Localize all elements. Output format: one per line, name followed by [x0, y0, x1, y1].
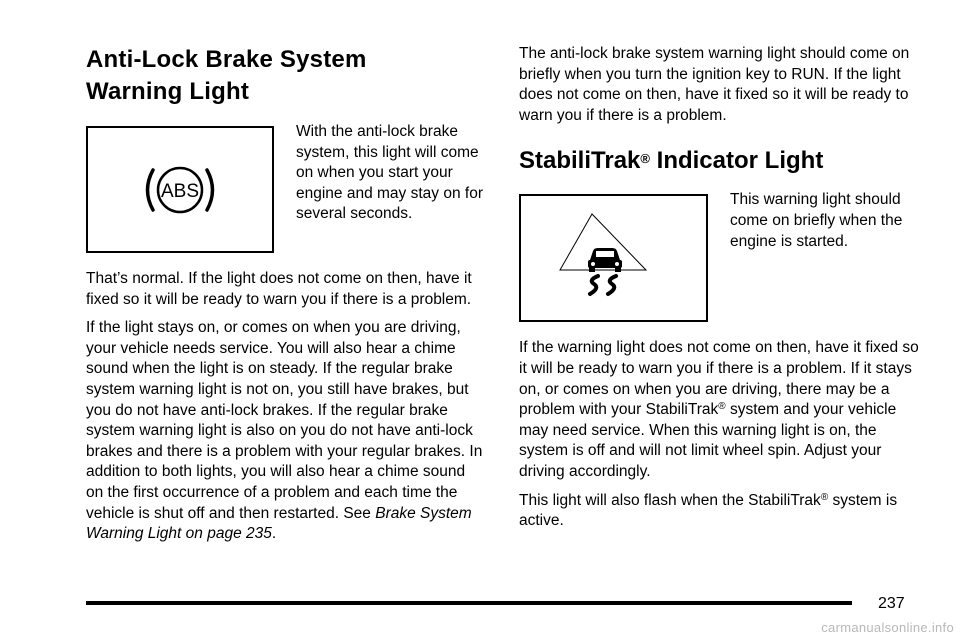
abs-figure-row	[86, 123, 486, 253]
left-column	[86, 44, 486, 553]
abs-intro-paragraph: The anti-lock brake system warning light should come on briefly when you turn the ignition key to RUN. If the light does not come on then, have it fixed so it will be ready to warn you if there is a problem.	[519, 45, 910, 124]
abs-paragraph-2-text: If the light stays on, or comes on when you are driving, your vehicle needs service. You will also hear a chime sound when the light is on steady. If the regular brake system warning light is not on, you still have brakes, but you do not have anti-lock brakes. If the regular brake system warning light is also on you do not have anti-lock brakes and there is a problem with your regular brakes. In addition to both lights, you will also hear a chime sound on the first occurrence of a problem and each time the vehicle is shut off and then restarted. See	[86, 319, 483, 522]
stabilitrak-paragraph-2-a: This light will also flash when the StabiliTrak	[519, 491, 821, 509]
right-column	[519, 44, 925, 540]
skid-mark-right	[608, 276, 616, 294]
watermark: carmanualsonline.info	[821, 620, 954, 635]
abs-heading-line1: Anti-Lock Brake System	[86, 46, 367, 73]
abs-paragraph-2	[86, 318, 486, 545]
registered-mark: ®	[640, 151, 650, 167]
stabilitrak-paragraph-1	[519, 338, 925, 482]
stabilitrak-figure-row	[519, 191, 925, 322]
stabilitrak-icon-caption: This warning light should come on briefly when the engine is started.	[730, 191, 903, 250]
registered-mark: ®	[820, 491, 829, 503]
registered-mark: ®	[718, 401, 726, 413]
stabilitrak-heading-brand: StabiliTrak	[519, 147, 641, 175]
stabilitrak-icon-frame	[519, 194, 708, 322]
abs-icon-frame	[86, 126, 274, 253]
brake-warning-light-reference-link[interactable]: Brake System Warning Light on page 235	[86, 504, 472, 543]
stabilitrak-heading-rest: Indicator Light	[649, 147, 824, 175]
skidding-car-icon	[554, 208, 674, 308]
abs-paragraph-2-end: .	[271, 525, 277, 543]
abs-icon-label: ABS	[160, 180, 200, 202]
abs-icon-caption: With the anti-lock brake system, this light will come on when you start your engine and may stay on for several seconds.	[296, 123, 483, 223]
stabilitrak-paragraph-2	[519, 491, 925, 532]
stabilitrak-paragraph-2-b: system is active.	[519, 491, 898, 530]
abs-heading-line2: Warning Light	[86, 78, 250, 105]
abs-warning-icon	[140, 160, 220, 220]
stabilitrak-paragraph-1-a: If the warning light does not come on then, have it fixed so it will be ready to warn you if there is a problem. If it stays on, or comes on when you are driving, there may be a problem with your StabiliTrak	[519, 339, 919, 419]
abs-icon-caption-block	[296, 122, 486, 225]
footer-rule	[86, 601, 852, 605]
page-number: 237	[878, 595, 905, 612]
skid-mark-left	[590, 276, 598, 294]
stabilitrak-section-heading	[519, 146, 925, 176]
stabilitrak-icon-caption-block	[730, 190, 915, 252]
abs-section-heading	[86, 44, 486, 108]
abs-paragraph-1: That’s normal. If the light does not come on then, have it fixed so it will be ready to warn you if there is a problem.	[86, 270, 472, 308]
car-shape	[588, 248, 622, 272]
stabilitrak-paragraph-1-b: system and your vehicle may need service. When this warning light is on, the system is off and will not limit wheel spin. Adjust your driving accordingly.	[519, 401, 897, 480]
